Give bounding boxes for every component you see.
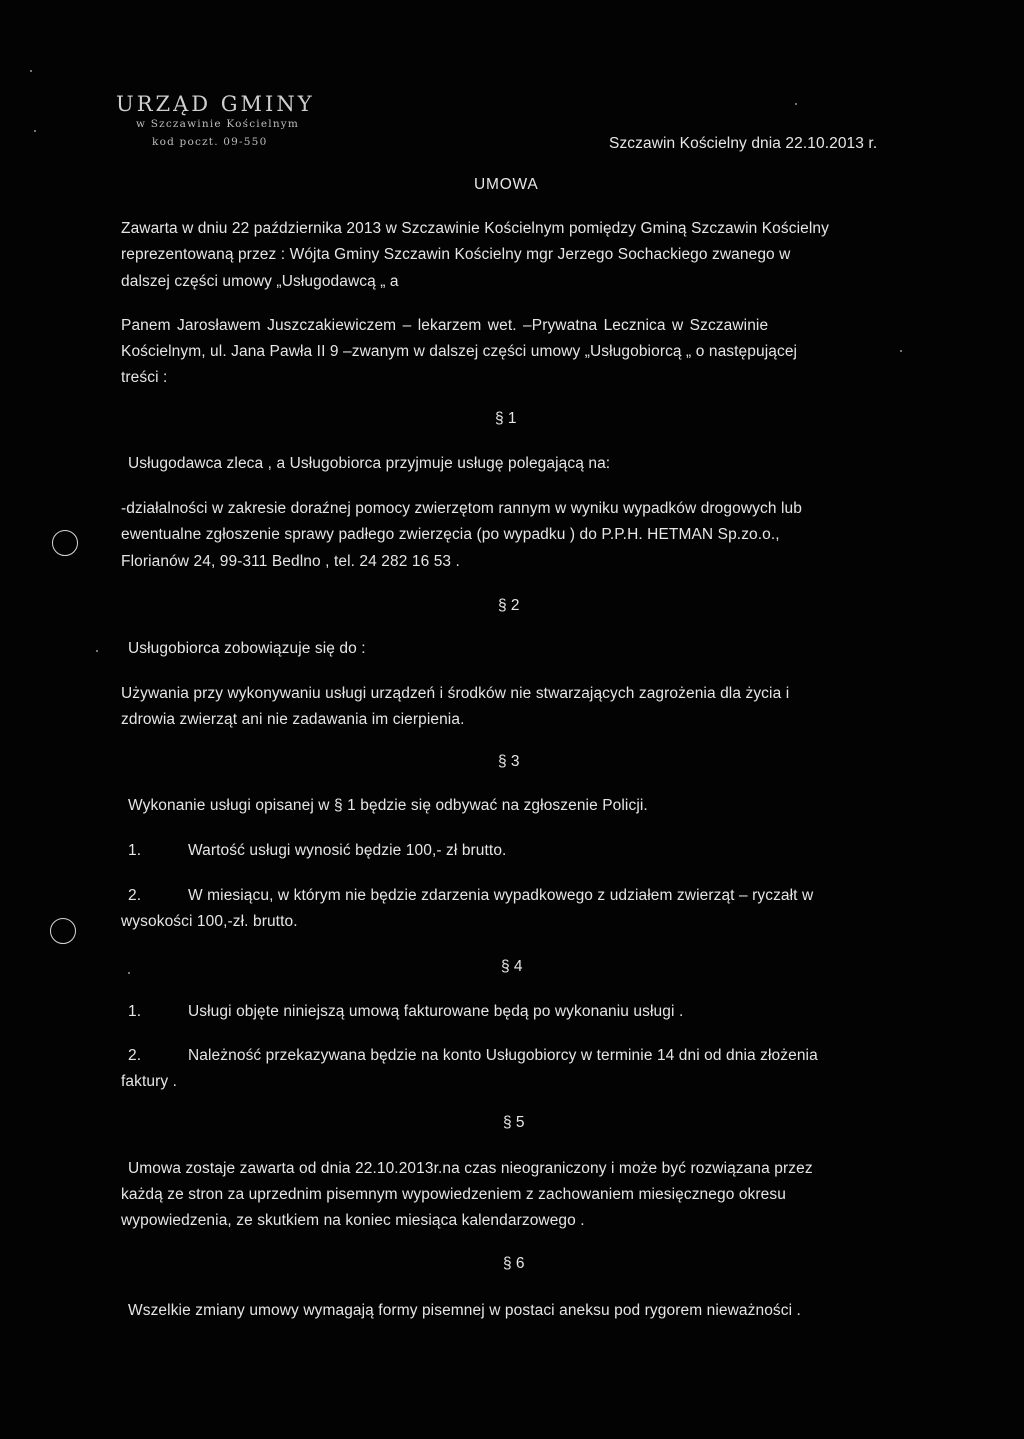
section-2-line: Używania przy wykonywaniu usługi urządzeń i środków nie stwarzających zagrożenia dla życia i: [121, 685, 790, 702]
scan-speck: [34, 130, 36, 132]
scan-speck: [795, 103, 797, 105]
section-1-heading: § 1: [495, 410, 517, 427]
office-stamp: [116, 92, 346, 148]
section-4-item-2: Należność przekazywana będzie na konto Usługobiorcy w terminie 14 dni od dnia złożenia: [188, 1047, 818, 1064]
intro-line: dalszej części umowy „Usługodawcą „ a: [121, 273, 399, 290]
section-4-heading: § 4: [501, 958, 523, 975]
scan-speck: [96, 650, 98, 652]
scan-speck: [128, 972, 130, 974]
section-3-heading: § 3: [498, 753, 520, 770]
punch-hole-top: [52, 530, 78, 556]
section-5-heading: § 5: [503, 1114, 525, 1131]
punch-hole-bottom: [50, 918, 76, 944]
section-3-item-2-number: 2.: [128, 887, 142, 904]
section-2-heading: § 2: [498, 597, 520, 614]
stamp-title: URZĄD GMINY: [116, 92, 315, 116]
section-3-lead: Wykonanie usługi opisanej w § 1 będzie się odbywać na zgłoszenie Policji.: [128, 797, 648, 814]
place-and-date: Szczawin Kościelny dnia 22.10.2013 r.: [609, 135, 878, 152]
section-3-item-1: Wartość usługi wynosić będzie 100,- zł brutto.: [188, 842, 507, 859]
section-3-item-2: W miesiącu, w którym nie będzie zdarzenia wypadkowego z udziałem zwierząt – ryczałt w: [188, 887, 814, 904]
document-title: UMOWA: [474, 176, 539, 193]
stamp-line-2: kod poczt. 09-550: [152, 136, 268, 148]
section-3-item-2-cont: wysokości 100,-zł. brutto.: [121, 913, 298, 930]
section-1-line: -działalności w zakresie doraźnej pomocy zwierzętom rannym w wyniku wypadków drogowych lub: [121, 500, 802, 517]
party-line: treści :: [121, 369, 168, 386]
section-1-line: Florianów 24, 99-311 Bedlno , tel. 24 282 16 53 .: [121, 553, 460, 570]
section-2-lead: Usługobiorca zobowiązuje się do :: [128, 640, 366, 657]
section-4-item-2-cont: faktury .: [121, 1073, 178, 1090]
section-2-line: zdrowia zwierząt ani nie zadawania im cierpienia.: [121, 711, 465, 728]
section-5-line: każdą ze stron za uprzednim pisemnym wypowiedzeniem z zachowaniem miesięcznego okresu: [121, 1186, 786, 1203]
section-3-item-1-number: 1.: [128, 842, 142, 859]
section-4-item-1-number: 1.: [128, 1003, 142, 1020]
party-line: Panem Jarosławem Juszczakiewiczem – lekarzem wet. –Prywatna Lecznica w Szczawinie: [121, 317, 769, 334]
stamp-line-1: w Szczawinie Kościelnym: [136, 118, 300, 130]
section-4-item-1: Usługi objęte niniejszą umową fakturowane będą po wykonaniu usługi .: [188, 1003, 684, 1020]
intro-line: Zawarta w dniu 22 października 2013 w Szczawinie Kościelnym pomiędzy Gminą Szczawin Kościelny: [121, 220, 829, 237]
scan-speck: [30, 70, 32, 72]
section-5-line: wypowiedzenia, ze skutkiem na koniec miesiąca kalendarzowego .: [121, 1212, 585, 1229]
scan-speck: [900, 350, 902, 352]
section-6-line: Wszelkie zmiany umowy wymagają formy pisemnej w postaci aneksu pod rygorem nieważności .: [128, 1302, 801, 1319]
section-1-lead: Usługodawca zleca , a Usługobiorca przyjmuje usługę polegającą na:: [128, 455, 611, 472]
section-5-line: Umowa zostaje zawarta od dnia 22.10.2013r.na czas nieograniczony i może być rozwiązana przez: [128, 1160, 813, 1177]
party-line: Kościelnym, ul. Jana Pawła II 9 –zwanym w dalszej części umowy „Usługobiorcą „ o następującej: [121, 343, 798, 360]
section-1-line: ewentualne zgłoszenie sprawy padłego zwierzęcia (po wypadku ) do P.P.H. HETMAN Sp.zo.o.,: [121, 526, 780, 543]
section-4-item-2-number: 2.: [128, 1047, 142, 1064]
intro-line: reprezentowaną przez : Wójta Gminy Szczawin Kościelny mgr Jerzego Sochackiego zwanego w: [121, 246, 791, 263]
section-6-heading: § 6: [503, 1255, 525, 1272]
